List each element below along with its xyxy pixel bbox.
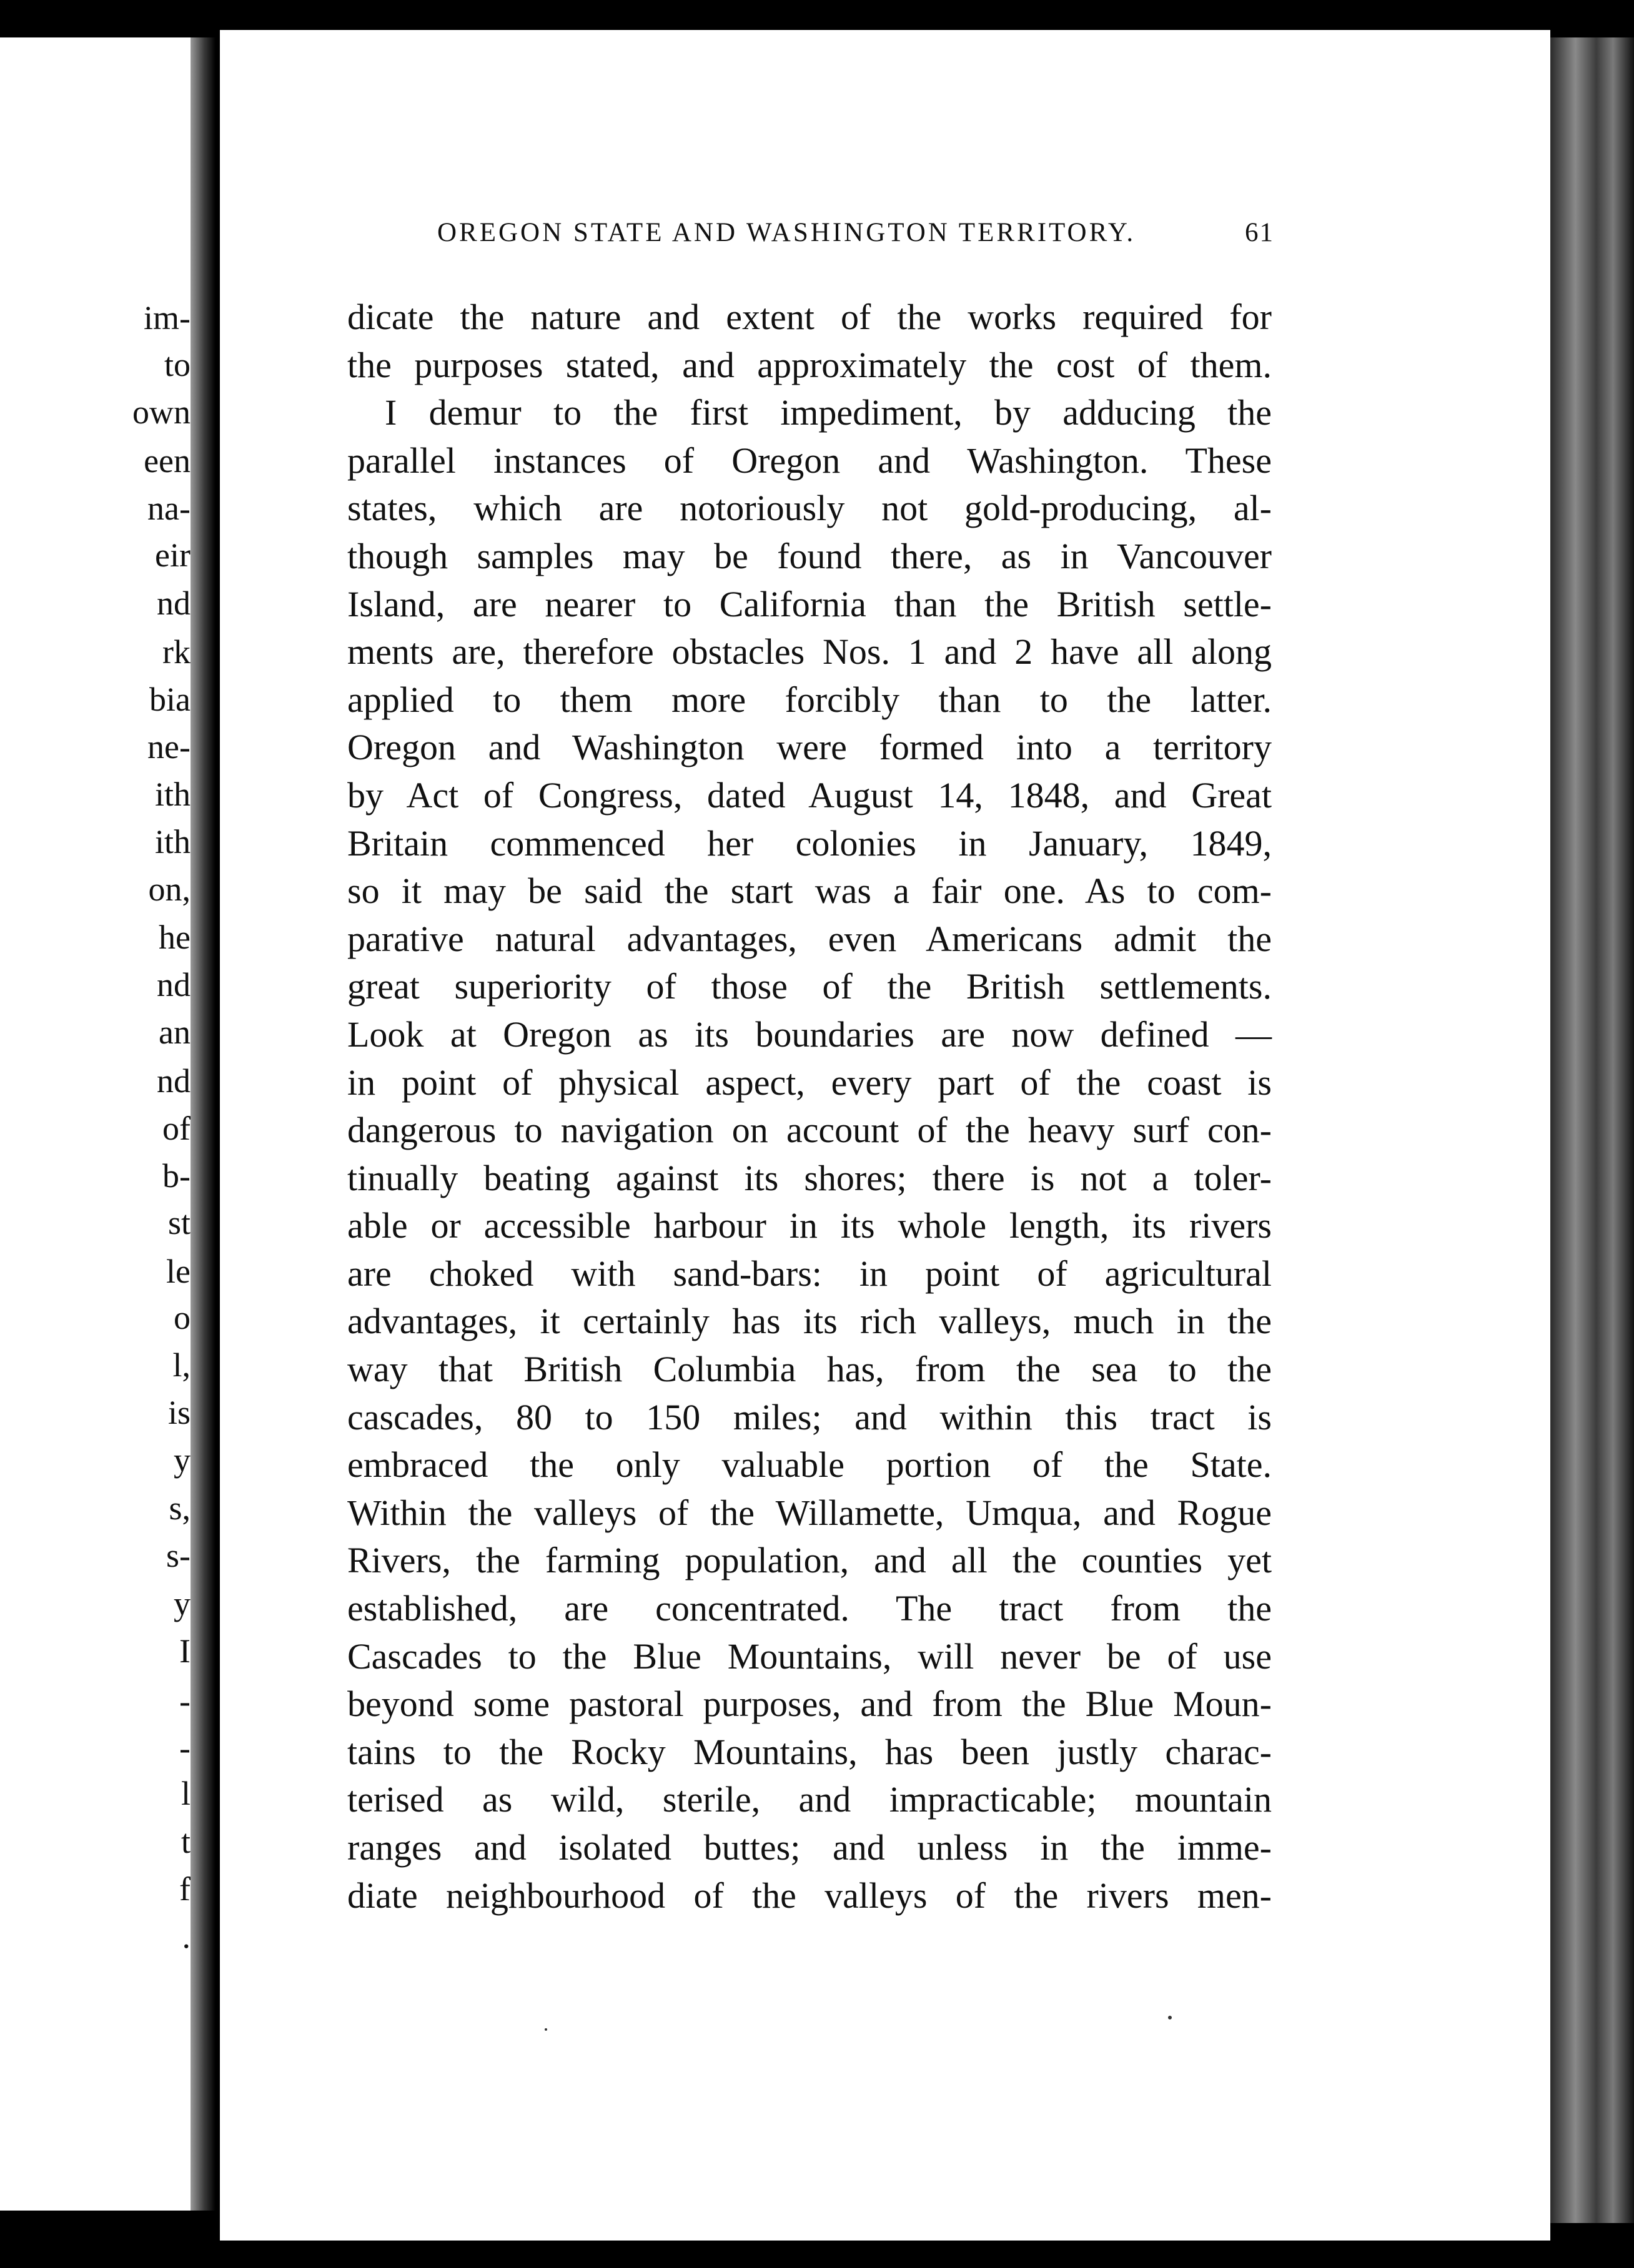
page-number: 61 bbox=[1245, 218, 1274, 247]
left-fragment: ith bbox=[154, 823, 191, 860]
left-fragment: y bbox=[174, 1441, 191, 1479]
left-fragment: t bbox=[181, 1823, 191, 1860]
text-line: advantages, it certainly has its rich valleys, much in the bbox=[347, 1301, 1272, 1342]
paper-speck bbox=[1168, 2016, 1172, 2019]
text-line: diate neighbourhood of the valleys of the rivers men- bbox=[347, 1875, 1272, 1916]
left-fragment: ne- bbox=[147, 728, 191, 766]
left-fragment: I bbox=[179, 1632, 191, 1670]
text-line: tinually beating against its shores; there is not a toler- bbox=[347, 1157, 1272, 1198]
text-line: dangerous to navigation on account of the heavy surf con- bbox=[347, 1110, 1272, 1151]
left-fragment: l, bbox=[172, 1346, 191, 1384]
text-line: great superiority of those of the British settlements. bbox=[347, 966, 1272, 1007]
book-gutter bbox=[191, 37, 215, 2211]
text-line: so it may be said the start was a fair one. As to com- bbox=[347, 870, 1272, 912]
text-line: Britain commenced her colonies in January, 1849, bbox=[347, 822, 1272, 864]
left-fragment: to bbox=[164, 346, 191, 383]
text-line: dicate the nature and extent of the works required for bbox=[347, 297, 1272, 337]
left-fragment: s- bbox=[166, 1537, 191, 1574]
text-line: tains to the Rocky Mountains, has been justly charac- bbox=[347, 1731, 1272, 1772]
text-line: Island, are nearer to California than the British settle- bbox=[347, 583, 1272, 624]
left-fragment: is bbox=[167, 1394, 191, 1431]
paper-speck bbox=[545, 2028, 547, 2031]
left-fragment: on, bbox=[148, 870, 191, 908]
text-line: parallel instances of Oregon and Washington. These bbox=[347, 440, 1272, 481]
left-fragment: - bbox=[179, 1729, 191, 1767]
text-line: Oregon and Washington were formed into a territory bbox=[347, 727, 1272, 768]
left-fragment: y bbox=[174, 1585, 191, 1622]
text-line: states, which are notoriously not gold-producing, al- bbox=[347, 488, 1272, 529]
left-facing-page bbox=[0, 37, 191, 2211]
left-fragment: - bbox=[179, 1682, 191, 1720]
text-line: Rivers, the farming population, and all the counties yet bbox=[347, 1540, 1272, 1581]
text-line: by Act of Congress, dated August 14, 1848, and Great bbox=[347, 774, 1272, 816]
text-line: though samples may be found there, as in Vancouver bbox=[347, 535, 1272, 576]
text-line: are choked with sand-bars: in point of agricultural bbox=[347, 1253, 1272, 1294]
left-fragment: le bbox=[166, 1253, 191, 1290]
left-fragment: ith bbox=[154, 776, 191, 813]
left-fragment: een bbox=[144, 442, 191, 480]
left-fragment: nd bbox=[157, 1062, 191, 1100]
text-line: applied to them more forcibly than to the latter. bbox=[347, 679, 1272, 720]
page-edge-shadow bbox=[1550, 37, 1634, 2223]
left-fragment: o bbox=[174, 1299, 191, 1336]
left-fragment: of bbox=[162, 1110, 191, 1147]
left-fragment: s, bbox=[169, 1489, 191, 1527]
text-line: Cascades to the Blue Mountains, will never be of use bbox=[347, 1635, 1272, 1677]
text-line: beyond some pastoral purposes, and from the Blue Moun- bbox=[347, 1684, 1272, 1725]
body-text bbox=[347, 293, 1272, 1920]
left-fragment: own bbox=[132, 393, 191, 431]
left-fragment: rk bbox=[162, 633, 191, 671]
text-line: the purposes stated, and approximately the cost of them. bbox=[347, 344, 1272, 385]
left-fragment: bia bbox=[149, 681, 191, 718]
left-fragment: l bbox=[181, 1775, 191, 1812]
left-fragment: f bbox=[179, 1870, 191, 1908]
left-fragment: eir bbox=[155, 536, 191, 574]
text-line: able or accessible harbour in its whole length, its rivers bbox=[347, 1205, 1272, 1246]
text-line: way that British Columbia has, from the sea to the bbox=[347, 1349, 1272, 1390]
left-fragment: b- bbox=[162, 1157, 191, 1195]
text-line: Look at Oregon as its boundaries are now defined — bbox=[347, 1013, 1272, 1055]
left-fragment: na- bbox=[147, 490, 191, 527]
text-line: embraced the only valuable portion of the State. bbox=[347, 1444, 1272, 1486]
text-line: parative natural advantages, even Americans admit the bbox=[347, 918, 1272, 959]
text-line: cascades, 80 to 150 miles; and within this tract is bbox=[347, 1396, 1272, 1437]
left-fragment: st bbox=[167, 1204, 191, 1241]
text-line: ranges and isolated buttes; and unless in the imme- bbox=[347, 1827, 1272, 1868]
left-fragment: nd bbox=[157, 966, 191, 1003]
left-fragment: an bbox=[159, 1013, 191, 1051]
text-line: ments are, therefore obstacles Nos. 1 and 2 have all along bbox=[347, 631, 1272, 673]
text-line: terised as wild, sterile, and impracticable; mountain bbox=[347, 1779, 1272, 1820]
running-title: OREGON STATE AND WASHINGTON TERRITORY. bbox=[437, 218, 1136, 247]
left-fragment: nd bbox=[157, 584, 191, 622]
text-line: I demur to the first impediment, by adducing the bbox=[385, 392, 1272, 433]
left-fragment: im- bbox=[144, 299, 191, 337]
left-fragment: . bbox=[182, 1918, 191, 1955]
text-line: Within the valleys of the Willamette, Umqua, and Rogue bbox=[347, 1492, 1272, 1533]
left-fragment: he bbox=[159, 919, 191, 956]
text-line: established, are concentrated. The tract from the bbox=[347, 1588, 1272, 1629]
text-line: in point of physical aspect, every part of the coast is bbox=[347, 1062, 1272, 1103]
